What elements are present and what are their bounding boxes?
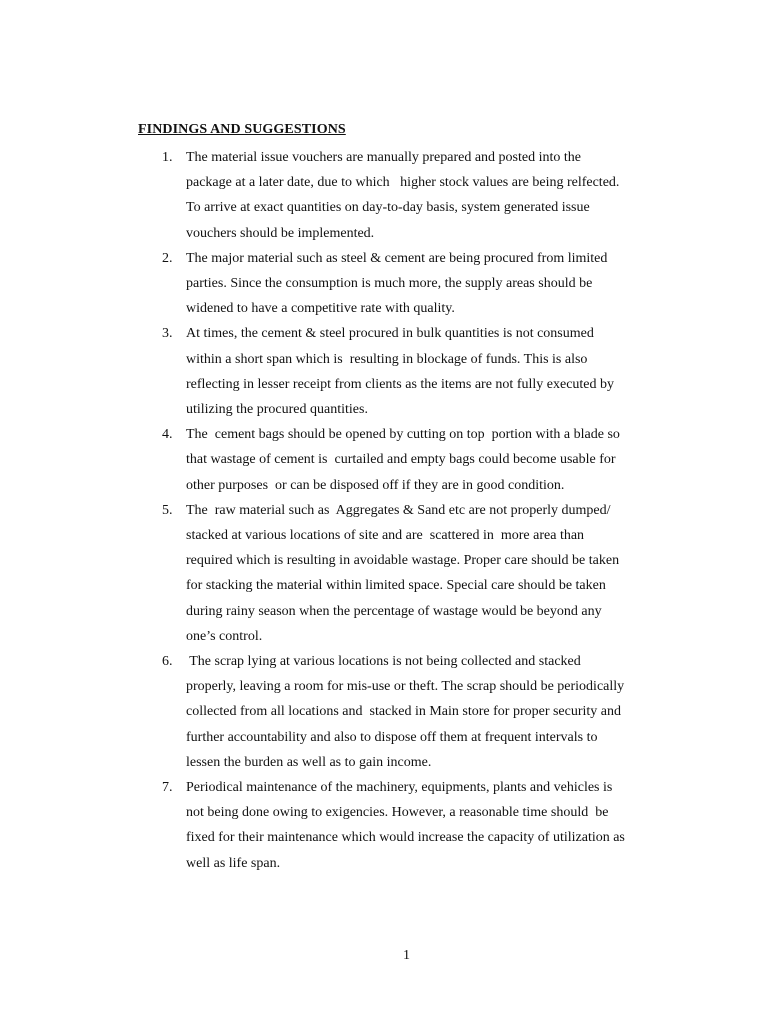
list-item-text-line: At times, the cement & steel procured in bulk quantities is not consumed [186, 326, 594, 342]
list-item-text-line: stacked at various locations of site and are scattered in more area than [186, 528, 585, 544]
list-item-number: 1. [162, 150, 173, 165]
list-item [0, 422, 768, 498]
list-item-number: 5. [162, 502, 173, 518]
list-item [0, 246, 768, 322]
list-item-text-line: reflecting in lesser receipt from clients as the items are not fully executed by [186, 376, 615, 392]
list-item [0, 775, 768, 876]
list-item-number: 6. [162, 654, 173, 670]
list-item-number: 7. [162, 780, 173, 796]
list-item [0, 649, 768, 775]
list-item-text-line: The scrap lying at various locations is not being collected and stacked [186, 654, 581, 670]
list-item-number: 3. [162, 326, 173, 342]
list-item-text-line: To arrive at exact quantities on day-to-day basis, system generated issue [186, 200, 590, 216]
list-item-text-line: The material issue vouchers are manually prepared and posted into the [186, 150, 581, 165]
list-item-number: 4. [162, 427, 173, 443]
list-item-text-line: other purposes or can be disposed off if they are in good condition. [186, 477, 565, 493]
list-item-text-line: well as life span. [186, 855, 281, 871]
list-item-text-line: package at a later date, due to which higher stock values are being relfected. [186, 175, 620, 191]
list-item-text-line: one’s control. [186, 628, 263, 644]
list-item-text-line: The raw material such as Aggregates & Sand etc are not properly dumped/ [186, 502, 611, 518]
list-item-text-line: that wastage of cement is curtailed and empty bags could become usable for [186, 452, 616, 468]
list-item-text-line: during rainy season when the percentage of wastage would be beyond any [186, 603, 602, 619]
list-item-text-line: collected from all locations and stacked in Main store for proper security and [186, 704, 622, 720]
list-item-text-line: The cement bags should be opened by cutting on top portion with a blade so [186, 427, 620, 443]
list-item-text-line: vouchers should be implemented. [186, 225, 375, 241]
findings-list [0, 145, 768, 876]
list-item-text-line: utilizing the procured quantities. [186, 402, 368, 418]
list-item-text-line: fixed for their maintenance which would increase the capacity of utilization as [186, 830, 625, 846]
list-item-text-line: properly, leaving a room for mis-use or theft. The scrap should be periodically [186, 679, 625, 695]
list-item-number: 2. [162, 250, 173, 266]
list-item [0, 321, 768, 422]
list-item-text-line: lessen the burden as well as to gain income. [186, 754, 432, 770]
list-item-text-line: further accountability and also to dispose off them at frequent intervals to [186, 729, 598, 745]
page-number: 1 [403, 948, 410, 963]
list-item-text-line: not being done owing to exigencies. However, a reasonable time should be [186, 805, 609, 821]
list-item [0, 498, 768, 649]
list-item-text-line: The major material such as steel & cement are being procured from limited [186, 250, 608, 266]
list-item [0, 145, 768, 246]
list-item-text-line: parties. Since the consumption is much more, the supply areas should be [186, 276, 593, 292]
list-item-text-line: within a short span which is resulting in blockage of funds. This is also [186, 351, 588, 367]
list-item-text-line: Periodical maintenance of the machinery, equipments, plants and vehicles is [186, 780, 613, 796]
list-item-text-line: for stacking the material within limited space. Special care should be taken [186, 578, 606, 594]
section-heading: FINDINGS AND SUGGESTIONS [138, 122, 346, 137]
list-item-text-line: required which is resulting in avoidable wastage. Proper care should be taken [186, 553, 620, 569]
list-item-text-line: widened to have a competitive rate with quality. [186, 301, 455, 317]
